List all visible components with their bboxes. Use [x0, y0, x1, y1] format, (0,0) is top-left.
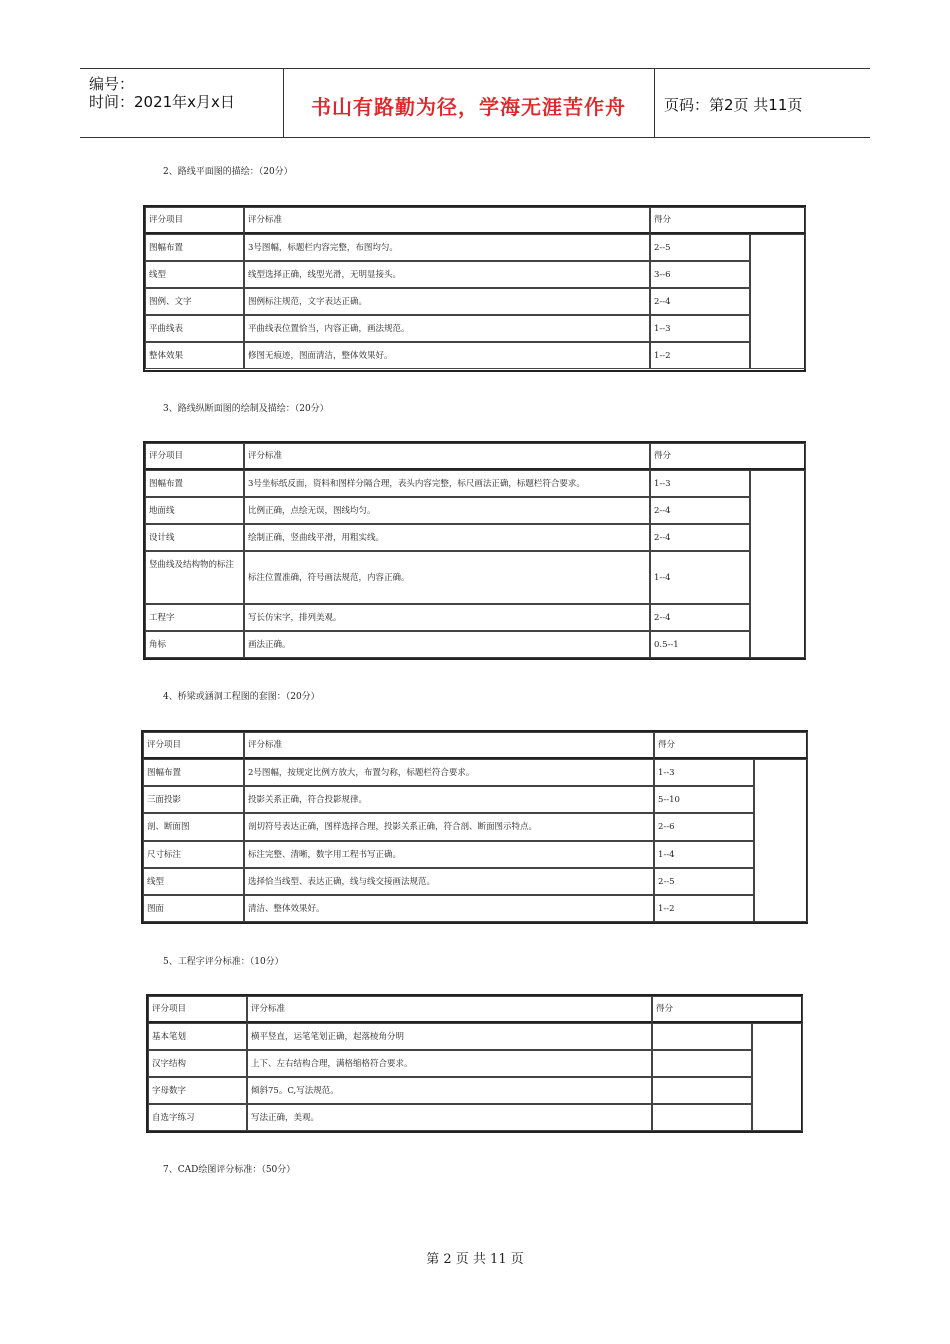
section-title: 3、路线纵断面图的绘制及描绘：（20分）	[163, 404, 329, 414]
item-cell: 字母数字	[148, 1077, 247, 1104]
criteria-cell: 倾斜75。C,写法规范。	[247, 1077, 652, 1104]
table-row	[143, 813, 754, 841]
criteria-cell: 平曲线表位置恰当，内容正确，画法规范。	[244, 315, 650, 342]
item-cell: 地面线	[145, 497, 244, 524]
score-range-cell: 2--5	[654, 868, 754, 895]
item-cell: 竖曲线及结构物的标注	[145, 551, 244, 604]
item-cell: 图例、文字	[145, 288, 244, 315]
table-row	[145, 604, 750, 631]
score-range-cell: 1--2	[650, 342, 750, 369]
table-header-row	[148, 996, 803, 1023]
score-range-cell: 1--3	[654, 759, 754, 786]
score-range-cell: 1--4	[650, 551, 750, 604]
header-right	[654, 69, 870, 137]
header-cell: 评分项目	[148, 996, 247, 1023]
score-range-cell	[652, 1104, 752, 1131]
section-title: 2、路线平面图的描绘：（20分）	[163, 167, 293, 177]
header-cell: 评分标准	[244, 443, 650, 470]
number-label: 编号：	[89, 75, 135, 93]
criteria-cell: 选择恰当线型、表达正确，线与线交接画法规范。	[244, 868, 654, 895]
table-row	[143, 841, 754, 868]
item-cell: 图幅布置	[145, 234, 244, 261]
score-table	[143, 205, 806, 372]
motto-text: 书山有路勤为径，学海无涯苦作舟	[311, 95, 626, 119]
page-info: 页码：第2页 共11页	[664, 96, 803, 114]
score-range-cell	[652, 1023, 752, 1050]
header-left	[80, 69, 284, 137]
section-title: 5、工程字评分标准：（10分）	[163, 957, 284, 967]
score-range-cell: 2--4	[650, 524, 750, 551]
table-row	[148, 1050, 752, 1077]
table-row	[145, 342, 750, 369]
table-row	[145, 631, 750, 658]
header-center	[283, 69, 655, 137]
item-cell: 尺寸标注	[143, 841, 244, 868]
criteria-cell: 上下、左右结构合理，满格缩格符合要求。	[247, 1050, 652, 1077]
table-header-row	[145, 443, 806, 470]
item-cell: 图面	[143, 895, 244, 922]
score-range-cell: 2--5	[650, 234, 750, 261]
header-cell: 评分标准	[244, 732, 654, 759]
table-row	[145, 288, 750, 315]
criteria-cell: 投影关系正确，符合投影规律。	[244, 786, 654, 813]
table-row	[143, 759, 754, 786]
score-range-cell: 5--10	[654, 786, 754, 813]
table-row	[145, 551, 750, 604]
score-range-cell	[652, 1077, 752, 1104]
item-cell: 整体效果	[145, 342, 244, 369]
criteria-cell: 写长仿宋字，排列美观。	[244, 604, 650, 631]
table-row	[145, 524, 750, 551]
table-header-row	[145, 207, 806, 234]
header-cell: 得分	[650, 443, 806, 470]
header-cell: 评分标准	[244, 207, 650, 234]
criteria-cell: 剖切符号表达正确，图样选择合理，投影关系正确，符合剖、断面图示特点。	[244, 813, 654, 841]
score-range-cell: 3--6	[650, 261, 750, 288]
item-cell: 三面投影	[143, 786, 244, 813]
page-footer: 第 2 页 共 11 页	[426, 1252, 524, 1267]
header-cell: 评分项目	[143, 732, 244, 759]
criteria-cell: 标注位置准确，符号画法规范，内容正确。	[244, 551, 650, 604]
header-cell: 评分项目	[145, 443, 244, 470]
item-cell: 平曲线表	[145, 315, 244, 342]
score-table	[143, 441, 806, 660]
criteria-cell: 标注完整、清晰，数字用工程书写正确。	[244, 841, 654, 868]
criteria-cell: 画法正确。	[244, 631, 650, 658]
time-label: 时间：2021年x月x日	[89, 93, 235, 111]
criteria-cell: 横平竖直，运笔笔划正确，起落棱角分明	[247, 1023, 652, 1050]
score-table	[146, 994, 803, 1133]
criteria-cell: 图例标注规范，文字表达正确。	[244, 288, 650, 315]
header-cell: 评分项目	[145, 207, 244, 234]
score-range-cell: 1--3	[650, 470, 750, 497]
score-merged-cell	[750, 470, 806, 658]
item-cell: 角标	[145, 631, 244, 658]
criteria-cell: 绘制正确，竖曲线平滑，用粗实线。	[244, 524, 650, 551]
table-row	[145, 261, 750, 288]
item-cell: 自选字练习	[148, 1104, 247, 1131]
header-cell: 得分	[654, 732, 808, 759]
table-row	[148, 1077, 752, 1104]
item-cell: 基本笔划	[148, 1023, 247, 1050]
table-row	[143, 786, 754, 813]
section-title: 4、桥梁或涵洞工程图的套图：（20分）	[163, 692, 320, 702]
score-range-cell: 2--4	[650, 288, 750, 315]
table-row	[148, 1023, 752, 1050]
score-range-cell: 0.5--1	[650, 631, 750, 658]
item-cell: 图幅布置	[143, 759, 244, 786]
item-cell: 剖、断面图	[143, 813, 244, 841]
score-range-cell: 2--6	[654, 813, 754, 841]
section-title: 7、CAD绘图评分标准：（50分）	[163, 1165, 296, 1175]
page-header	[80, 68, 870, 138]
criteria-cell: 写法正确，美观。	[247, 1104, 652, 1131]
table-row	[145, 470, 750, 497]
header-cell: 得分	[652, 996, 803, 1023]
table-row	[143, 895, 754, 922]
criteria-cell: 3号坐标纸反面，资料和图样分隔合理，表头内容完整，标尺画法正确，标题栏符合要求。	[244, 470, 650, 497]
table-row	[148, 1104, 752, 1131]
criteria-cell: 清洁、整体效果好。	[244, 895, 654, 922]
item-cell: 线型	[143, 868, 244, 895]
score-merged-cell	[752, 1023, 803, 1131]
criteria-cell: 2号图幅，按规定比例方放大，布置匀称，标题栏符合要求。	[244, 759, 654, 786]
header-cell: 评分标准	[247, 996, 652, 1023]
criteria-cell: 线型选择正确，线型光滑，无明显接头。	[244, 261, 650, 288]
criteria-cell: 比例正确，点绘无误，图线均匀。	[244, 497, 650, 524]
item-cell: 线型	[145, 261, 244, 288]
table-row	[143, 868, 754, 895]
score-merged-cell	[754, 759, 808, 922]
item-cell: 设计线	[145, 524, 244, 551]
score-range-cell: 2--4	[650, 604, 750, 631]
score-range-cell: 2--4	[650, 497, 750, 524]
criteria-cell: 修图无痕迹，图面清洁，整体效果好。	[244, 342, 650, 369]
score-table	[141, 730, 808, 924]
score-range-cell	[652, 1050, 752, 1077]
item-cell: 工程字	[145, 604, 244, 631]
score-range-cell: 1--3	[650, 315, 750, 342]
score-range-cell: 1--2	[654, 895, 754, 922]
criteria-cell: 3号图幅，标题栏内容完整，布图均匀。	[244, 234, 650, 261]
header-cell: 得分	[650, 207, 806, 234]
table-header-row	[143, 732, 808, 759]
score-merged-cell	[750, 234, 806, 369]
item-cell: 图幅布置	[145, 470, 244, 497]
table-row	[145, 497, 750, 524]
score-range-cell: 1--4	[654, 841, 754, 868]
table-row	[145, 315, 750, 342]
table-row	[145, 234, 750, 261]
item-cell: 汉字结构	[148, 1050, 247, 1077]
